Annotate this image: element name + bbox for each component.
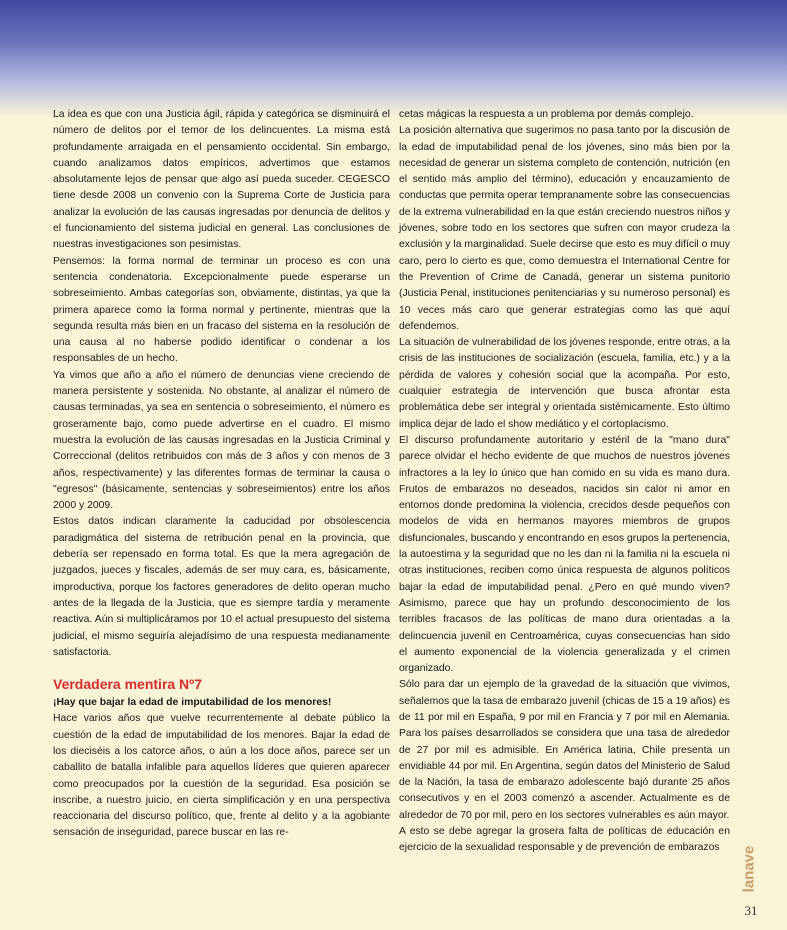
body-paragraph: El discurso profundamente autoritario y estéril de la "mano dura" parece olvidar el hecho evidente de que muchos de nuestros jóvenes infractores a la ley lo único que han comido en su vida es mano dura. Frutos de embarazos no deseados, nacidos sin calor ni amor en entornos donde predomina la violencia, crecidos desde pequeños con modelos de vida en hermanos mayores miembros de grupos disfuncionales, buscando y encontrando en esos grupos la pertenencia, la autoestima y la seguridad que no les dan ni la familia ni la escuela ni otras instituciones, reciben como única respuesta de algunos políticos bajar la edad de imputabilidad penal. ¿Pero en qué mundo viven? Asimismo, parece que hay un profundo desconocimiento de los terribles fracasos de las políticas de mano dura orientadas a la delincuencia juvenil en Centroamérica, cuyas consecuencias han sido el aumento exponencial de la violencia generalizada y el crimen organizado.: [399, 434, 730, 675]
body-paragraph: Estos datos indican claramente la caducidad por obsolescencia paradigmática del sistema de retribución penal en la provincia, que debería ser repensado en forma total. Es que la mera agregación de juzgados, jueces y fiscales, además de ser muy cara, es, básicamente, improductiva, porque los factores generadores de delito operan mucho antes de la llegada de la Justicia, que es siempre tardía y meramente reactiva. Aún si multiplicáramos por 10 el actual presupuesto del sistema judicial, el mismo seguiría alejadísimo de una respuesta medianamente satisfactoria.: [53, 516, 390, 658]
right-column: [399, 107, 730, 857]
magazine-logo-text: lanave: [741, 845, 757, 893]
magazine-logo: [741, 838, 757, 900]
body-paragraph: cetas mágicas la respuesta a un problema por demás complejo.: [399, 109, 694, 120]
header-gradient-band: [0, 0, 787, 118]
left-column: [53, 107, 390, 842]
body-paragraph: La posición alternativa que sugerimos no pasa tanto por la discusión de la edad de imputabilidad penal de los jóvenes, sino más bien por la necesidad de generar un sistema completo de contención, nutrición (en el sentido más amplio del término), educación y encauzamiento de conductas que permita operar tempranamente sobre las consecuencias de la extrema vulnerabilidad en la que están creciendo nuestros niños y jóvenes, sobre todo en los sectores que sufren con mayor crudeza la exclusión y la marginalidad. Suele decirse que esto es muy difícil o muy caro, pero lo cierto es que, como demuestra el International Centre for the Prevention of Crime de Canadá, generar un sistema punitorio (Justicia Penal, instituciones penitenciarias y su numeroso personal) es 10 veces más caro que generar estrategias como las que aquí defendemos.: [399, 125, 730, 332]
page-number: 31: [744, 903, 758, 918]
body-paragraph: Ya vimos que año a año el número de denuncias viene creciendo de manera persistente y sostenida. No obstante, al analizar el número de causas terminadas, ya sea en sentencia o sobreseimiento, el número es groseramente bajo, como puede advertirse en el cuadro. El mismo muestra la evolución de las causas ingresadas en la Justicia Criminal y Correccional (delitos retribuidos con más de 3 años y con menos de 3 años, respectivamente) y las diferentes formas de terminar la causa o "egresos" (básicamente, sentencias y sobreseimientos) entre los años 2000 y 2009.: [53, 369, 390, 512]
section-heading: Verdadera mentira Nº7: [53, 676, 203, 693]
body-paragraph: Pensemos: la forma normal de terminar un proceso es con una sentencia condenatoria. Excepcionalmente puede esperarse un sobreseimiento. Ambas categorías son, obviamente, distintas, ya que la primera aparece como la forma normal y pertinente, mientras que la segunda resulta más bien en un fracaso del sistema en la resolución de una causa al no haberse podido identificar o condenar a los responsables de un hecho.: [53, 255, 390, 365]
body-paragraph: Hace varios años que vuelve recurrentemente al debate público la cuestión de la edad de imputabilidad de los menores. Bajar la edad de los dieciséis a los catorce años, o aún a los doce años, parece ser un caballito de batalla infalible para aquellos líderes que quieren aparecer como preocupados por la cuestión de la seguridad. Esa posición se inscribe, a nuestro juicio, en cierta simplificación y en una perspectiva reaccionaria del discurso político, que, frente al delito y a la agobiante sensación de inseguridad, parece buscar en las re-: [53, 713, 390, 839]
section-subheading: ¡Hay que bajar la edad de imputabilidad de los menores!: [53, 697, 332, 709]
body-paragraph: La idea es que con una Justicia ágil, rápida y categórica se disminuirá el número de delitos por el temor de los delincuentes. La misma está profundamente arraigada en el pensamiento occidental. Sin embargo, cuando analizamos datos empíricos, advertimos que estamos absolutamente lejos de pensar que algo así pueda suceder. CEGESCO tiene desde 2008 un convenio con la Suprema Corte de Justicia para analizar la evolución de las causas ingresadas por denuncia de delitos y el funcionamiento del sistema judicial en general. Las conclusiones de nuestras investigaciones son pesimistas.: [53, 109, 390, 251]
body-paragraph: La situación de vulnerabilidad de los jóvenes responde, entre otras, a la crisis de las instituciones de socialización (escuela, familia, etc.) y a la pérdida de valores y cohesión social que la acompaña. Por esto, cualquier estrategia de intervención que busca afrontar esta problemática debe ser integral y orientada sistémicamente. Esto último implica dejar de lado el show mediático y el cortoplacismo.: [399, 337, 730, 430]
body-paragraph: A esto se debe agregar la grosera falta de políticas de educación en ejercicio de la sexualidad responsable y de prevención de embarazos: [399, 826, 730, 854]
body-paragraph: Sólo para dar un ejemplo de la gravedad de la situación que vivimos, señalemos que la tasa de embarazo juvenil (chicas de 15 a 19 años) es de 11 por mil en España, 9 por mil en Francia y 7 por mil en Alemania. Para los países desarrollados se considera que una tasa de alrededor de 27 por mil es admisible. En América latina, Chile presenta un envidiable 44 por mil. En Argentina, según datos del Ministerio de Salud de la Nación, la tasa de embarazo adolescente bajó durante 25 años consecutivos y en el 2003 comenzó a ascender. Actualmente es de alrededor de 70 por mil, pero en los sectores vulnerables es aún mayor.: [399, 679, 730, 821]
